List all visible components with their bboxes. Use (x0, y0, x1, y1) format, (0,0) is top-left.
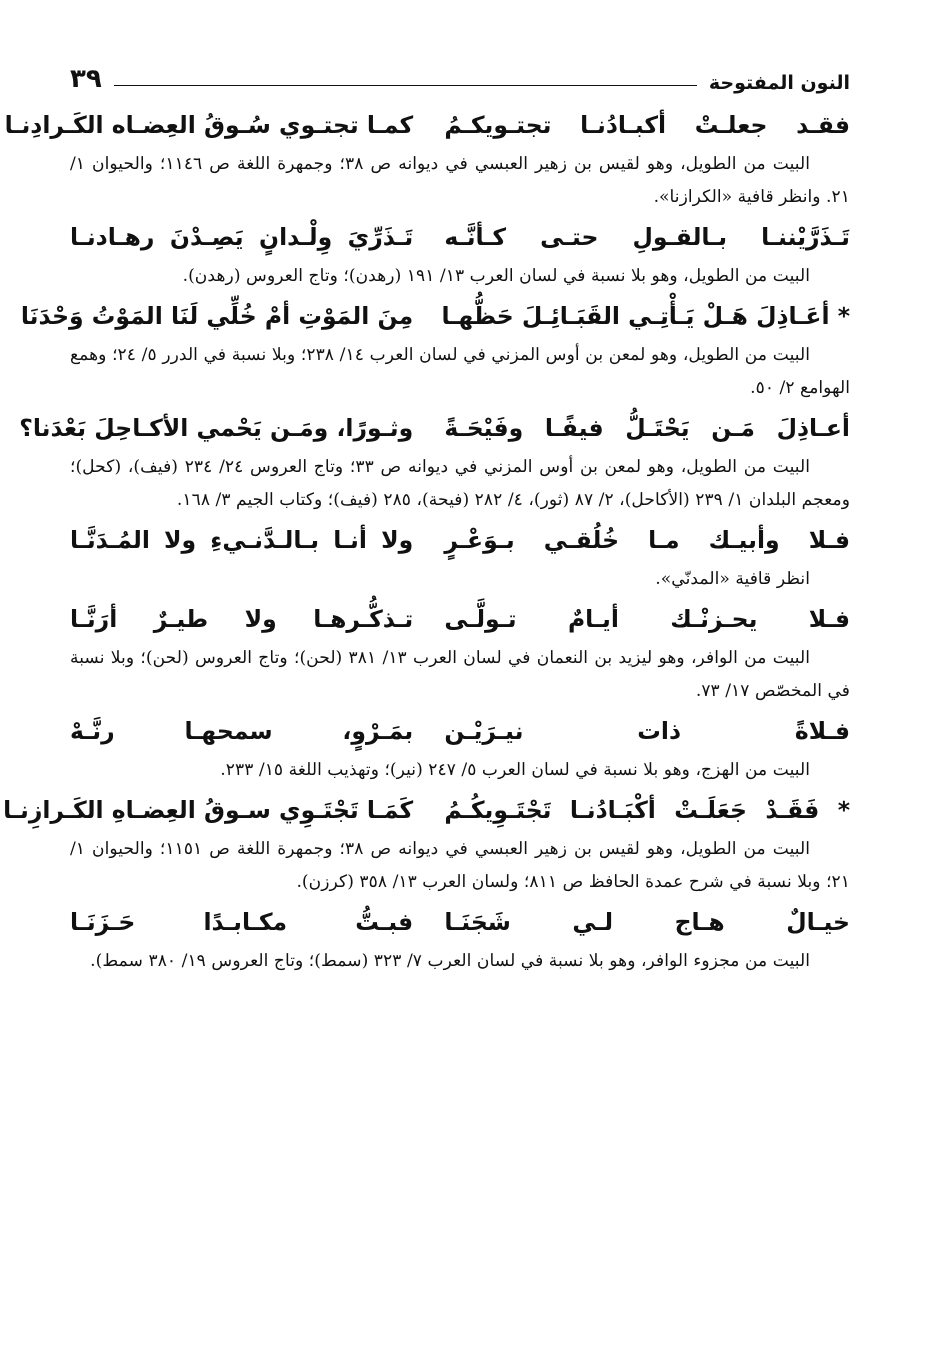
verse-commentary: البيت من الطويل، وهو لمعن بن أوس المزني في لسان العرب ١٤/ ٢٣٨؛ وبلا نسبة في الدرر ٥/ ٢٤؛ وهمع الهوامع ٢/ ٥٠. (70, 345, 850, 398)
verse-line (70, 523, 850, 557)
second-hemistich: وثـورًا، ومَـن يَحْمي الأكـاحِلَ بَعْدَنا؟ (19, 414, 414, 442)
running-header (70, 60, 850, 94)
header-rule (114, 85, 697, 86)
second-hemistich: تَـذَرِّيَ وِلْـدانٍ يَصِـدْنَ رهـادنـا (70, 223, 414, 251)
page (3, 60, 850, 984)
verse-line (19, 411, 850, 445)
chapter-title: النون المفتوحة (708, 72, 850, 94)
verse-line (3, 793, 850, 827)
verse-entry (19, 411, 850, 517)
second-hemistich: كَمَـا تَجْتَـوِي سـوقُ العِضـاهِ الكَـرازِنـا (3, 796, 414, 824)
verse-commentary: البيت من الطويل، وهو لقيس بن زهير العبسي في ديوانه ص ٣٨؛ وجمهرة اللغة ص ١١٥١؛ والحيوان ١/ ٢١؛ وبلا نسبة في شرح عمدة الحافظ ص ٨١١؛ ولسان العرب ١٣/ ٣٥٨ (كرزن). (70, 839, 850, 892)
verse-entry (70, 220, 850, 293)
verse-line (70, 220, 850, 254)
first-hemistich: أعـاذِلَ مَـن يَحْتَـلُّ فيفًـا وفَيْحَـةً (444, 414, 850, 442)
verse-entry (4, 108, 850, 214)
verse-entry (70, 523, 850, 596)
verse-commentary: البيت من الوافر، وهو ليزيد بن النعمان في لسان العرب ١٣/ ٣٨١ (لحن)؛ وتاج العروس (لحن)؛ وبلا نسبة في المخصّص ١٧/ ٧٣. (70, 648, 850, 701)
first-hemistich: * أعَـاذِلَ هَـلْ يَـأْتِـي القَبَـائِـلَ حَظُّهـا (441, 302, 850, 330)
verse-commentary: البيت من مجزوء الوافر، وهو بلا نسبة في لسان العرب ٧/ ٣٢٣ (سمط)؛ وتاج العروس ١٩/ ٣٨٠ سمط). (90, 951, 810, 971)
verse-commentary: البيت من الطويل، وهو لقيس بن زهير العبسي في ديوانه ص ٣٨؛ وجمهرة اللغة ص ١١٤٦؛ والحيوان ١/ ٢١. وانظر قافية «الكرازنا». (70, 154, 850, 207)
verse-entry (3, 793, 850, 899)
verse-entry (70, 714, 850, 787)
verse-entry (20, 299, 850, 405)
first-hemistich: فـلا يحـزنْـك أيـامٌ تـولَّـى (444, 605, 850, 633)
first-hemistich: فـلاةً ذات نيـرَيْـن (444, 717, 850, 745)
second-hemistich: مِنَ المَوْتِ أمْ خُلِّي لَنَا المَوْتُ وَحْدَنَا (20, 302, 414, 330)
verse-line (70, 905, 850, 939)
verse-commentary: انظر قافية «المدنّي». (655, 569, 810, 589)
second-hemistich: بمَـرْوٍ، سمحهـا رنَّـهْ (70, 717, 414, 745)
second-hemistich: ولا أنـا بـالـدَّنـيءِ ولا المُـدَنَّـا (70, 526, 414, 554)
first-hemistich: تَـذَرَّيْننـا بـالقـولِ حتـى كـأنَّـه (444, 223, 850, 251)
second-hemistich: كمـا تجتـوي سُـوقُ العِضـاه الكَـرادِنـا (4, 111, 414, 139)
verse-entry (70, 905, 850, 978)
verse-commentary: البيت من الهزج، وهو بلا نسبة في لسان العرب ٥/ ٢٤٧ (نير)؛ وتهذيب اللغة ١٥/ ٢٣٣. (220, 760, 810, 780)
first-hemistich: فـلا وأبيـك مـا خُلُقـي بـوَعْـرٍ (444, 526, 850, 554)
page-number: ٣٩ (70, 64, 102, 94)
verse-entry (70, 602, 850, 708)
verse-line (4, 108, 850, 142)
verse-line (20, 299, 850, 333)
verse-line (70, 602, 850, 636)
verse-commentary: البيت من الطويل، وهو لمعن بن أوس المزني في ديوانه ص ٣٣؛ وتاج العروس ٢٤/ ٢٣٤ (فيف)، (كحل)؛ ومعجم البلدان ١/ ٢٣٩ (الأكاحل)، ٢/ ٨٧ (ثور)، ٤/ ٢٨٢ (فيحة)، ٢٨٥ (فيف)؛ وكتاب الجيم ٣/ ١٦٨. (70, 457, 850, 510)
first-hemistich: خيـالٌ هـاج لـي شَجَنَـا (444, 908, 850, 936)
second-hemistich: تـذكُّـرهـا ولا طيـرٌ أرَنَّـا (70, 605, 414, 633)
verse-line (70, 714, 850, 748)
second-hemistich: فبـتُّ مكـابـدًا حَـزَنَـا (70, 908, 414, 936)
verse-commentary: البيت من الطويل، وهو بلا نسبة في لسان العرب ١٣/ ١٩١ (رهدن)؛ وتاج العروس (رهدن). (182, 266, 810, 286)
first-hemistich: * فَقَـدْ جَعَلَـتْ أكْبَـادُنـا تَجْتَـوِيكُـمُ (444, 796, 850, 824)
first-hemistich: فقـد جعلـتْ أكبـادُنـا تجتـويكـمُ (444, 111, 850, 139)
